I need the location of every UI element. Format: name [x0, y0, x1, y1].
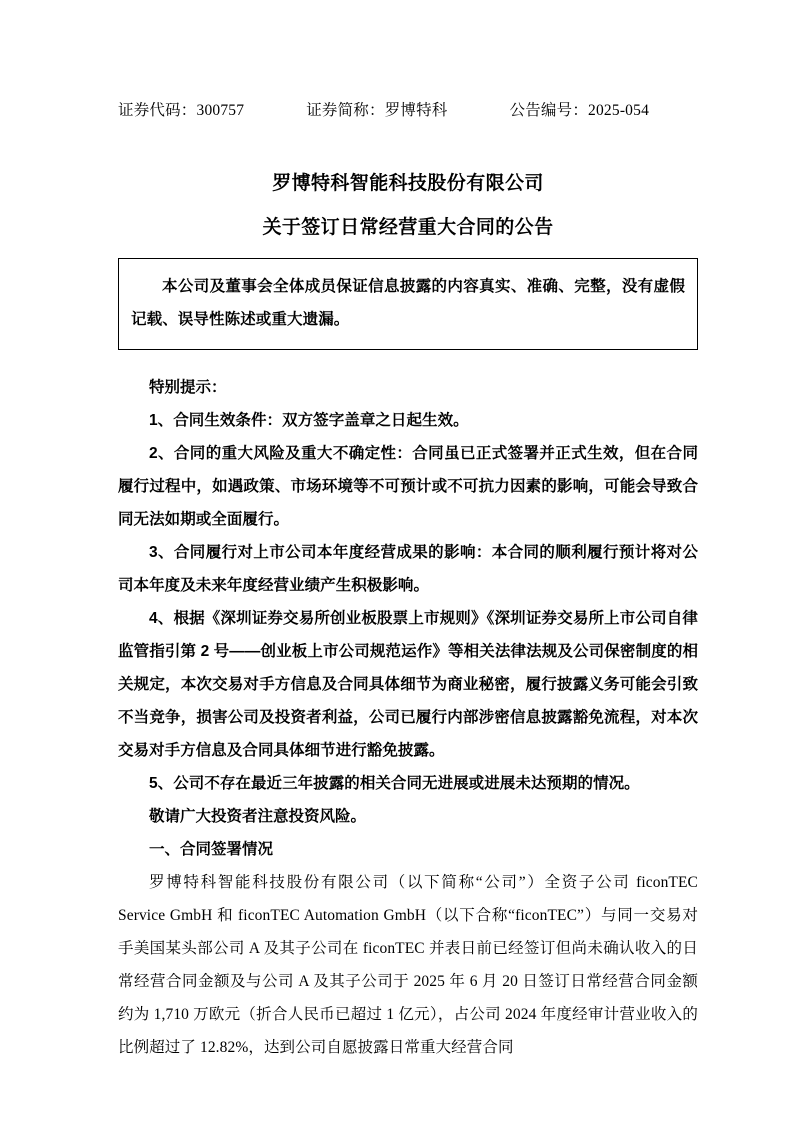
- section-one: [118, 833, 698, 1064]
- special-notice-item-5: 5、公司不存在最近三年披露的相关合同无进展或进展未达预期的情况。: [149, 775, 640, 792]
- disclaimer-box: [118, 258, 698, 350]
- company-title: 罗博特科智能科技股份有限公司: [272, 173, 544, 194]
- special-notice-label: 特别提示：: [149, 379, 227, 396]
- announcement-number: 公告编号：2025-054: [509, 102, 650, 119]
- special-notice-item-2: 2、合同的重大风险及重大不确定性：合同虽已正式签署并正式生效，但在合同履行过程中，如遇政策、市场环境等不可预计或不可抗力因素的影响，可能会导致合同无法如期或全面履行。: [118, 445, 698, 528]
- section-one-paragraph: 罗博特科智能科技股份有限公司（以下简称“公司”）全资子公司 ficonTEC Service GmbH 和 ficonTEC Automation GmbH（以下合称“ficonTEC”）与同一交易对手美国某头部公司 A 及其子公司在 ficonTEC 并表日前已经签订但尚未确认收入的日常经营合同金额及与公司 A 及其子公司于 2025 年 6 月 20 日签订日常经营合同金额约为 1,710 万欧元（折合人民币已超过 1 亿元），占公司 2024 年度经审计营业收入的比例超过了 12.82%，达到公司自愿披露日常重大经营合同: [118, 874, 698, 1056]
- special-notice-item-3: 3、合同履行对上市公司本年度经营成果的影响：本合同的顺利履行预计将对公司本年度及未来年度经营业绩产生积极影响。: [118, 544, 698, 594]
- announcement-subject-title: 关于签订日常经营重大合同的公告: [262, 217, 554, 238]
- special-notice-item-4: 4、根据《深圳证券交易所创业板股票上市规则》《深圳证券交易所上市公司自律监管指引第 2 号——创业板上市公司规范运作》等相关法律法规及公司保密制度的相关规定，本次交易对手方信息及合同具体细节为商业秘密，履行披露义务可能会引致不当竞争，损害公司及投资者利益，公司已履行内部涉密信息披露豁免流程，对本次交易对手方信息及合同具体细节进行豁免披露。: [118, 610, 698, 759]
- special-notice-section: [118, 371, 698, 833]
- security-code: 证券代码：300757: [118, 102, 245, 119]
- security-abbreviation: 证券简称：罗博特科: [306, 102, 448, 119]
- investor-risk-warning: 敬请广大投资者注意投资风险。: [149, 808, 367, 825]
- special-notice-item-1: 1、合同生效条件：双方签字盖章之日起生效。: [149, 412, 469, 429]
- section-one-heading: 一、合同签署情况: [149, 841, 274, 858]
- disclaimer-text: 本公司及董事会全体成员保证信息披露的内容真实、准确、完整，没有虚假记载、误导性陈述或重大遗漏。: [131, 278, 685, 328]
- document-header: [118, 98, 698, 120]
- page-content: [118, 0, 698, 1064]
